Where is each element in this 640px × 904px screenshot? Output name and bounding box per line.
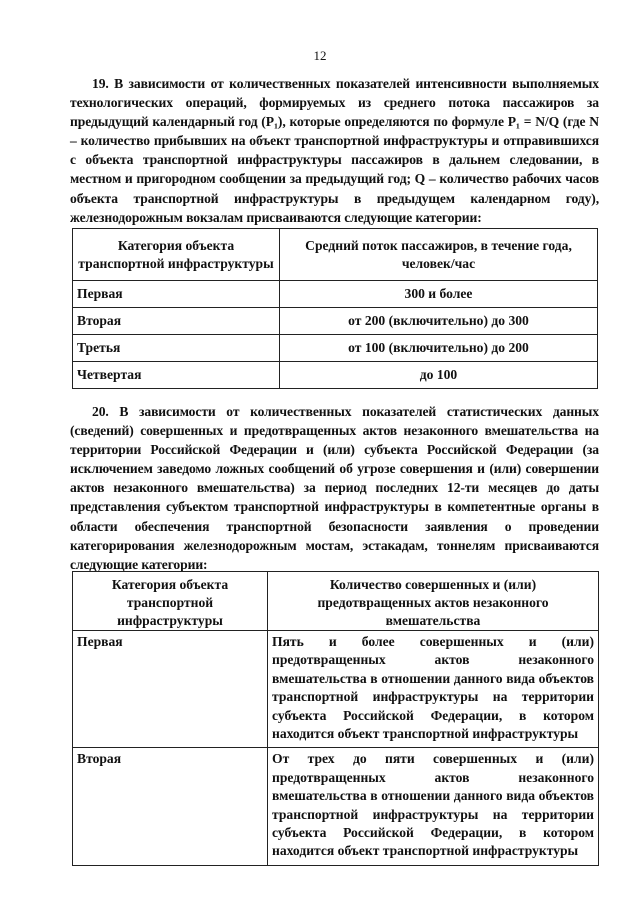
- page-number: 12: [313, 48, 327, 63]
- paragraph-19: 19. В зависимости от количественных показателей интенсивности выполняемых технологических операций, формируемых из среднего потока пассажиров за предыдущий календарный год (P₁), которые определяются по формуле P₁ = N/Q (где N – количество прибывших на объект транспортной инфраструктуры и отправившихся с объекта транспортной инфраструктуры пассажиров в дальнем следовании, в местном и пригородном сообщении за предыдущий год; Q – количество рабочих часов объекта транспортной инфраструктуры в предыдущем календарном году), железнодорожным вокзалам присваиваются следующие категории:: [70, 76, 599, 225]
- table-header-row: [73, 229, 598, 281]
- category-cell: Третья: [73, 335, 280, 362]
- railway-station-category-table: [72, 228, 598, 389]
- table-row: [73, 631, 599, 748]
- table-row: [73, 308, 598, 335]
- category-cell: Первая: [73, 631, 268, 748]
- bridge-tunnel-category-table: [72, 571, 599, 866]
- table-row: [73, 362, 598, 389]
- table-row: [73, 748, 599, 865]
- value-cell: От трех до пяти совершенных и (или) предотвращенных актов незаконного вмешательства в отношении данного вида объектов транспортной инфраструктуры на территории субъекта Российской Федерации, в котором находится объект транспортной инфраструктуры: [268, 748, 599, 865]
- header-category: Категория объекта транспортной инфраструктуры: [73, 229, 280, 281]
- category-cell: Четвертая: [73, 362, 280, 389]
- header-category: Категория объекта транспортной инфраструктуры: [73, 572, 268, 631]
- table-row: [73, 335, 598, 362]
- category-cell: Первая: [73, 281, 280, 308]
- header-passenger-flow: Средний поток пассажиров, в течение года, человек/час: [280, 229, 598, 281]
- value-cell: до 100: [280, 362, 598, 389]
- category-cell: Вторая: [73, 308, 280, 335]
- table-header-row: [73, 572, 599, 631]
- table-row: [73, 281, 598, 308]
- value-cell: от 200 (включительно) до 300: [280, 308, 598, 335]
- header-acts-count: Количество совершенных и (или) предотвращенных актов незаконного вмешательства: [268, 572, 599, 631]
- value-cell: 300 и более: [280, 281, 598, 308]
- value-cell: Пять и более совершенных и (или) предотвращенных актов незаконного вмешательства в отношении данного вида объектов транспортной инфраструктуры на территории субъекта Российской Федерации, в котором находится объект транспортной инфраструктуры: [268, 631, 599, 748]
- paragraph-20: 20. В зависимости от количественных показателей статистических данных (сведений) совершенных и предотвращенных актов незаконного вмешательства на территории Российской Федерации и (или) субъекта Российской Федерации (за исключением заведомо ложных сообщений об угрозе совершения и (или) совершении актов незаконного вмешательства) за период последних 12-ти месяцев до даты представления субъектом транспортной инфраструктуры в компетентные органы в области обеспечения транспортной безопасности заявления о проведении категорирования железнодорожным мостам, эстакадам, тоннелям присваиваются следующие категории:: [70, 404, 599, 572]
- value-cell: от 100 (включительно) до 200: [280, 335, 598, 362]
- category-cell: Вторая: [73, 748, 268, 865]
